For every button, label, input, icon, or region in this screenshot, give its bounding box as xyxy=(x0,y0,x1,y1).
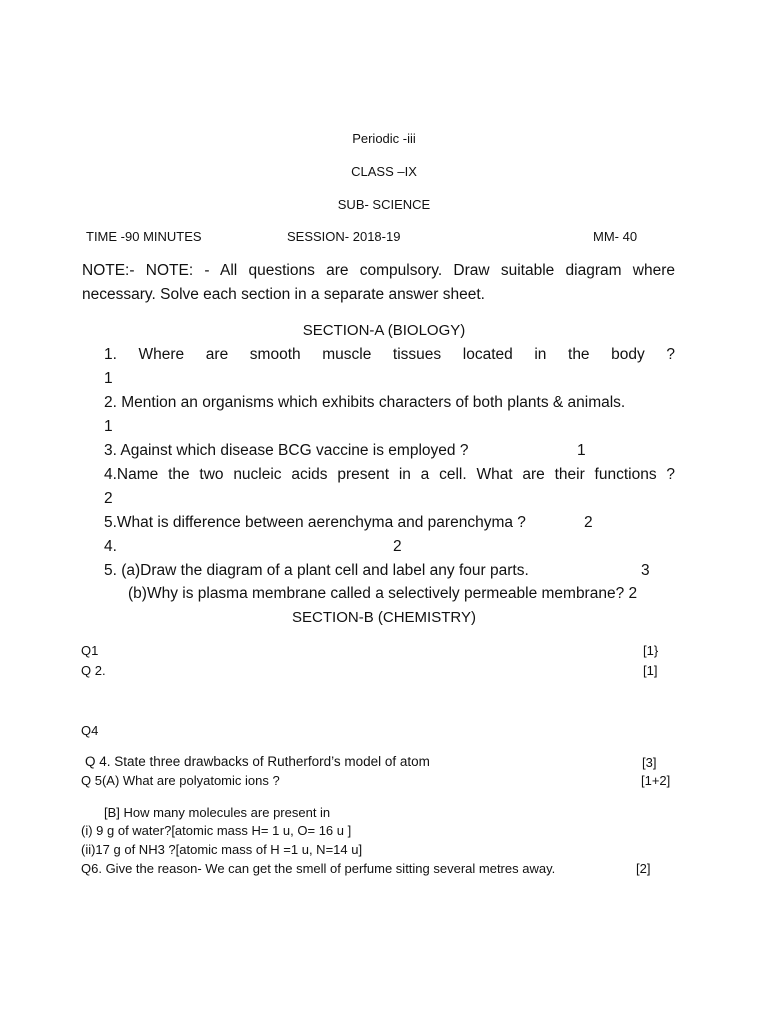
section-b-q1-marks: [1} xyxy=(643,643,659,658)
section-a-q4: 4.Name the two nucleic acids present in a cell. What are their functions ? xyxy=(104,466,675,483)
section-a-q3: 3. Against which disease BCG vaccine is employed ? xyxy=(104,442,469,459)
class-label: CLASS –IX xyxy=(351,164,417,179)
section-b-q2-marks: [1] xyxy=(643,663,658,678)
section-a-q2: 2. Mention an organisms which exhibits characters of both plants & animals. xyxy=(104,394,626,411)
section-a-q7b: (b)Why is plasma membrane called a selectively permeable membrane? 2 xyxy=(128,585,638,602)
section-b-q5a-marks: [1+2] xyxy=(641,773,671,788)
section-a-q7a-marks: 3 xyxy=(641,562,650,579)
time-label: TIME -90 MINUTES xyxy=(86,229,202,244)
section-a-q1: 1. Where are smooth muscle tissues located in the body ? xyxy=(104,346,675,363)
section-a-q4-marks: 2 xyxy=(104,490,113,507)
note-line-2: necessary. Solve each section in a separate answer sheet. xyxy=(82,286,485,303)
note-line-1: NOTE:- NOTE: - All questions are compulsory. Draw suitable diagram where xyxy=(82,262,675,279)
section-a-q7a: 5. (a)Draw the diagram of a plant cell and label any four parts. xyxy=(104,562,529,579)
section-a-q5-marks: 2 xyxy=(584,514,593,531)
section-b-q4: Q 4. State three drawbacks of Rutherford’s model of atom xyxy=(85,754,430,769)
max-marks-label: MM- 40 xyxy=(593,229,638,244)
section-b-q6-marks: [2] xyxy=(636,861,651,876)
section-a-q6-marks: 2 xyxy=(393,538,402,555)
section-b-q1: Q1 xyxy=(81,643,99,658)
section-b-q4-marks: [3] xyxy=(642,755,657,770)
section-b-q5a: Q 5(A) What are polyatomic ions ? xyxy=(81,773,280,788)
section-a-q5: 5.What is difference between aerenchyma and parenchyma ? xyxy=(104,514,526,531)
section-a-q1-marks: 1 xyxy=(104,370,113,387)
subject-label: SUB- SCIENCE xyxy=(337,197,431,212)
section-b-heading: SECTION-B (CHEMISTRY) xyxy=(292,609,476,626)
section-a-q6: 4. xyxy=(104,538,117,555)
section-b-q5b: [B] How many molecules are present in xyxy=(104,805,331,820)
paper-title: Periodic -iii xyxy=(352,131,416,146)
section-b-q5b-ii: (ii)17 g of NH3 ?[atomic mass of H =1 u, N=14 u] xyxy=(81,842,363,857)
section-b-q2: Q 2. xyxy=(81,663,106,678)
section-a-heading: SECTION-A (BIOLOGY) xyxy=(302,322,466,339)
section-b-q6: Q6. Give the reason- We can get the smell of perfume sitting several metres away. xyxy=(81,861,556,876)
section-b-q5b-i: (i) 9 g of water?[atomic mass H= 1 u, O= 16 u ] xyxy=(81,823,352,838)
session-label: SESSION- 2018-19 xyxy=(287,229,401,244)
section-a-q3-marks: 1 xyxy=(577,442,586,459)
section-b-q4-label: Q4 xyxy=(81,723,99,738)
section-a-q2-marks: 1 xyxy=(104,418,113,435)
